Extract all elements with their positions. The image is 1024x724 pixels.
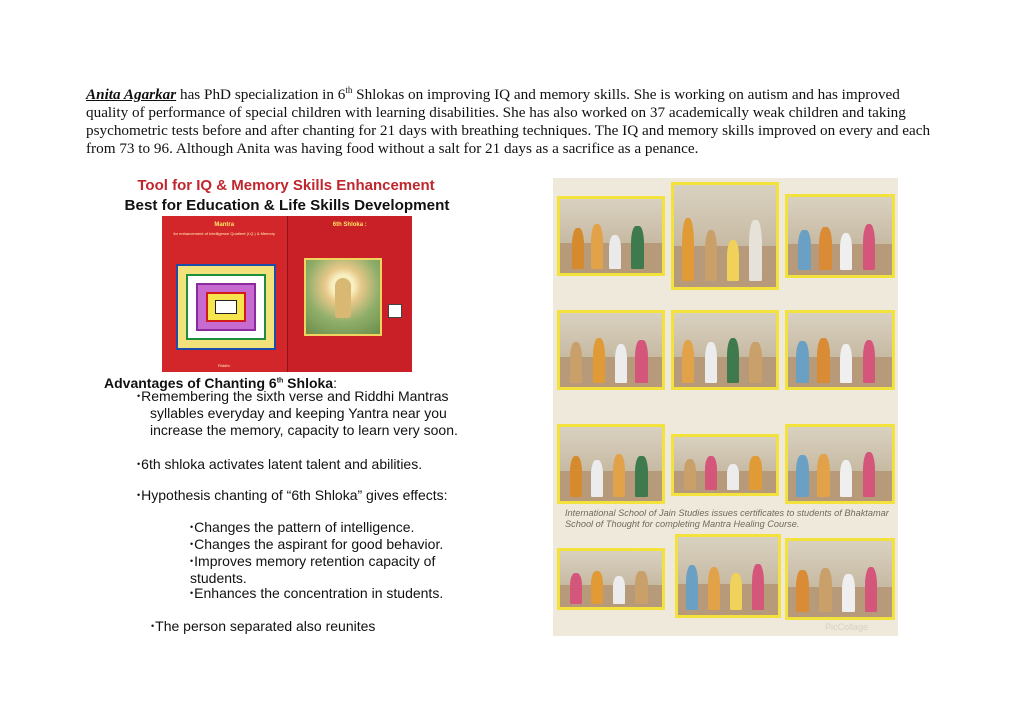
bullet-text: The person separated also reunites xyxy=(155,618,376,634)
book-left-footer: Riddhi: xyxy=(218,363,231,368)
collage-photo xyxy=(557,548,665,610)
tool-subtitle: Best for Education & Life Skills Development xyxy=(124,197,450,214)
advantages-heading-sup: th xyxy=(276,377,284,385)
sub-bullet-intelligence xyxy=(190,519,414,536)
bullet-dot: • xyxy=(190,539,194,549)
collage-photo xyxy=(557,196,665,276)
intro-text-a: has PhD specialization in 6 xyxy=(176,86,346,103)
bullet-reunites xyxy=(151,618,375,635)
bullet-hypothesis xyxy=(137,487,448,504)
author-name: Anita Agarkar xyxy=(86,86,177,103)
deity-illustration xyxy=(304,258,382,336)
book-left-subtitle: for enhancement of Intelligence Quotient (I.Q.) & Memory xyxy=(173,231,276,236)
collage-caption: International School of Jain Studies issues certificates to students of Bhaktamar School of Thought for completing Mantra Healing Course. xyxy=(565,508,889,529)
sub-bullet-behavior xyxy=(190,536,443,553)
intro-paragraph xyxy=(86,86,942,158)
sub-bullet-text: Enhances the concentration in students. xyxy=(194,585,444,601)
collage-photo xyxy=(785,538,895,620)
bullet-text: Hypothesis chanting of “6th Shloka” gives effects: xyxy=(141,487,448,503)
bullet-text: 6th shloka activates latent talent and abilities. xyxy=(141,456,423,472)
bullet-dot: • xyxy=(137,490,141,500)
sub-bullet-concentration xyxy=(190,585,443,602)
bullet-dot: • xyxy=(190,522,194,532)
collage-photo xyxy=(557,310,665,390)
advantages-heading-text: Advantages of Chanting 6 xyxy=(104,375,277,391)
book-right-title: 6th Shloka : xyxy=(332,222,367,228)
publisher-logo-icon xyxy=(388,304,402,318)
photo-collage xyxy=(553,178,898,636)
intro-text-b: Shlokas on improving IQ and memory skills. She is working on autism and has improved quality of performance of special children with learning disabilities. She has also worked on 37 academically weak children and taking psychometric tests before and after chanting for 21 days with breathing techniques. The IQ and memory skills improved on every and each from 73 to 96. Although Anita was having food without a salt for 21 days as a sacrifice as a penance. xyxy=(86,86,931,157)
bullet-dot: • xyxy=(190,588,194,598)
book-left-title: Mantra xyxy=(214,222,235,228)
bullet-text-line3: increase the memory, capacity to learn very soon. xyxy=(150,422,458,438)
advantages-heading-text-b: Shloka xyxy=(283,375,334,391)
intro-sup: th xyxy=(345,84,353,95)
bullet-text-line2: syllables everyday and keeping Yantra near you xyxy=(150,405,447,421)
bullet-remembering xyxy=(137,388,467,439)
bullet-dot: • xyxy=(137,391,141,401)
yantra-diagram xyxy=(176,264,276,350)
sub-bullet-text: Changes the aspirant for good behavior. xyxy=(194,536,444,552)
collage-photo xyxy=(785,310,895,390)
bullet-dot: • xyxy=(190,556,194,566)
collage-photo xyxy=(671,434,779,496)
sub-bullet-text: Improves memory retention capacity of students. xyxy=(190,553,436,586)
bullet-text: Remembering the sixth verse and Riddhi Mantras xyxy=(141,388,449,404)
book-back-cover xyxy=(162,216,287,372)
advantages-heading-colon: : xyxy=(333,375,337,391)
book-cover-image xyxy=(162,216,412,372)
sub-bullet-memory xyxy=(190,553,480,587)
sub-bullet-text: Changes the pattern of intelligence. xyxy=(194,519,415,535)
collage-photo xyxy=(671,182,779,290)
bullet-dot: • xyxy=(151,621,155,631)
collage-photo xyxy=(675,534,781,618)
book-front-cover xyxy=(287,216,413,372)
collage-photo xyxy=(785,194,895,278)
tool-title: Tool for IQ & Memory Skills Enhancement xyxy=(137,177,435,194)
bullet-latent-talent xyxy=(137,456,422,473)
bullet-dot: • xyxy=(137,459,141,469)
collage-photo xyxy=(785,424,895,504)
collage-watermark: PicCollage xyxy=(824,622,868,632)
collage-photo xyxy=(671,310,779,390)
collage-photo xyxy=(557,424,665,504)
